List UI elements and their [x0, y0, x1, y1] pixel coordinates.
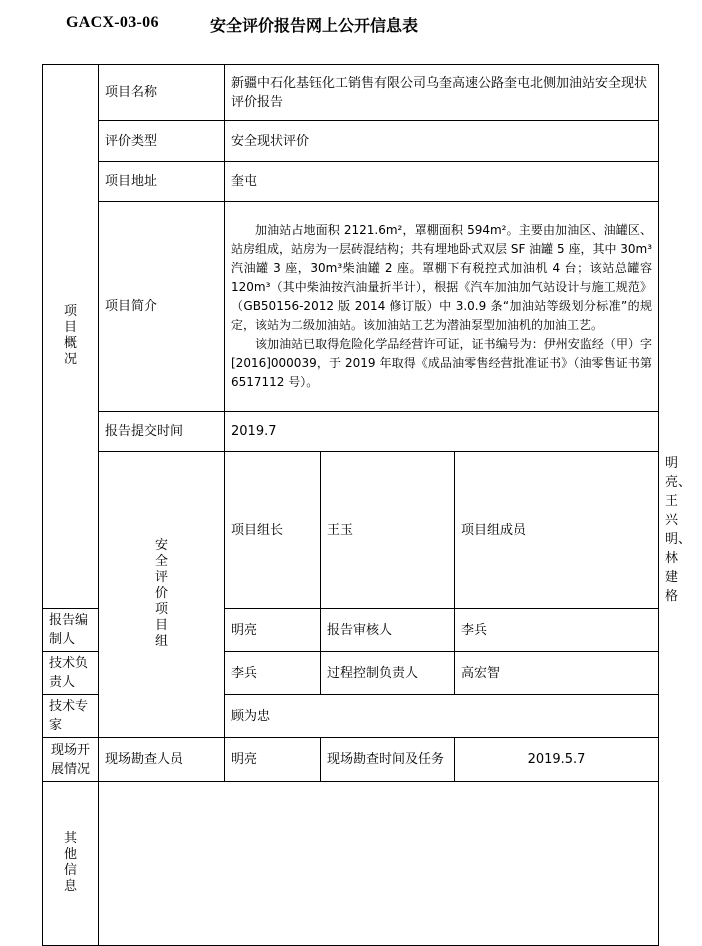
eval-type-value: 安全现状评价: [225, 121, 659, 162]
process-ctrl-value: 高宏智: [455, 652, 659, 695]
surveyor-value: 明亮: [225, 738, 321, 782]
eval-type-label: 评价类型: [99, 121, 225, 162]
reviewer-value: 李兵: [455, 609, 659, 652]
row-leader: 安全评价项目组 项目组长 王玉 项目组成员 明亮、王兴明、林建格: [43, 452, 659, 609]
row-project-name: [43, 65, 659, 121]
intro-paragraph-2: 该加油站已取得危险化学品经营许可证，证书编号为：伊州安监经（甲）字[2016]000039，于 2019 年取得《成品油零售经营批准证书》（油零售证书第 6517112 号）。: [231, 337, 653, 389]
project-name-label: 项目名称: [99, 65, 225, 121]
leader-value: 王玉: [321, 452, 455, 609]
reviewer-label: 报告审核人: [321, 609, 455, 652]
tech-lead-label: 技术负责人: [43, 652, 99, 695]
row-submit-time: [43, 412, 659, 452]
submit-time-value: 2019.7: [225, 412, 659, 452]
intro-value: [225, 202, 659, 412]
row-site: [43, 738, 659, 782]
info-table: [42, 64, 692, 946]
address-label: 项目地址: [99, 162, 225, 202]
row-address: [43, 162, 659, 202]
members-label: 项目组成员: [455, 452, 659, 609]
project-name-value: 新疆中石化基钰化工销售有限公司乌奎高速公路奎屯北侧加油站安全现状评价报告: [225, 65, 659, 121]
intro-paragraph-1: 加油站占地面积 2121.6m²，罩棚面积 594m²。主要由加油区、油罐区、站房组成，站房为一层砖混结构；共有埋地卧式双层 SF 油罐 5 座，其中 30m³汽油罐 3 座，30m³柴油罐 2 座。罩棚下有税控式加油机 4 台；该站总罐容 120m³（其中柴油按汽油量折半计），根据《汽车加油加气站设计与施工规范》（GB50156-2012 版 2014 修订版）中 3.0.9 条“加油站等级划分标准”的规定，该站为二级加油站。该加油站工艺为潜油泵型加油机的加油工艺。: [231, 223, 653, 332]
expert-value: 顾为忠: [225, 695, 659, 738]
submit-time-label: 报告提交时间: [99, 412, 225, 452]
document-header: [0, 10, 702, 38]
section-site: 现场开展情况: [43, 738, 99, 782]
row-intro: [43, 202, 659, 412]
section-overview: 项目概况: [43, 65, 99, 609]
row-eval-type: [43, 121, 659, 162]
tech-lead-value: 李兵: [225, 652, 321, 695]
section-team: 安全评价项目组: [99, 452, 225, 738]
address-value: 奎屯: [225, 162, 659, 202]
author-label: 报告编制人: [43, 609, 99, 652]
other-value: [99, 782, 659, 946]
leader-label: 项目组长: [225, 452, 321, 609]
document-code: GACX-03-06: [66, 14, 159, 31]
intro-label: 项目简介: [99, 202, 225, 412]
surveyor-label: 现场勘查人员: [99, 738, 225, 782]
process-ctrl-label: 过程控制负责人: [321, 652, 455, 695]
section-other: 其他信息: [43, 782, 99, 946]
expert-label: 技术专家: [43, 695, 99, 738]
document-title: 安全评价报告网上公开信息表: [210, 16, 419, 35]
author-value: 明亮: [225, 609, 321, 652]
row-other: [43, 782, 659, 946]
survey-time-value: 2019.5.7: [455, 738, 659, 782]
survey-time-label: 现场勘查时间及任务: [321, 738, 455, 782]
